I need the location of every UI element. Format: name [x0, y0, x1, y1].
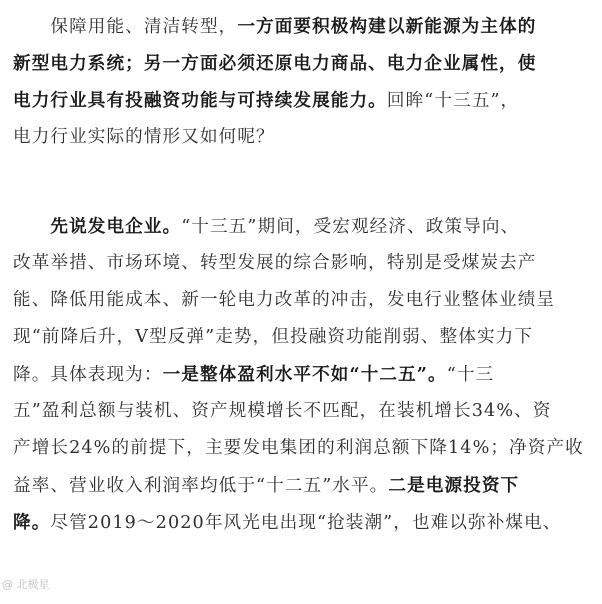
text-line	[13, 8, 591, 45]
text-line	[13, 356, 591, 393]
paragraph-intro	[13, 8, 591, 156]
text-line	[13, 45, 591, 82]
text-line	[13, 430, 591, 467]
text-line	[13, 319, 591, 356]
text-line	[13, 82, 591, 119]
text-line	[13, 245, 591, 282]
text-line	[13, 119, 591, 156]
text-run: “十三	[446, 365, 495, 385]
text-line	[13, 208, 591, 245]
text-run: 产增长24%的前提下，主要发电集团的利润总额下降14%；净资产收	[13, 438, 584, 458]
text-run: 能、降低用能成本、新一轮电力改革的冲击，发电行业整体业绩呈	[13, 290, 556, 310]
text-run	[13, 217, 50, 237]
text-run: 电力行业实际的情形又如何呢？	[13, 127, 275, 147]
bold-text-run: 电力行业具有投融资功能与可持续发展能力。	[13, 90, 387, 111]
text-run: 益率、营业收入利润率均低于“十二五”水平。	[13, 476, 389, 496]
text-line	[13, 467, 591, 504]
bold-text-run: 二是电源投资下	[388, 475, 520, 496]
bold-text-run: 一方面要积极构建以新能源为主体的	[237, 16, 537, 37]
text-line	[13, 393, 591, 430]
bold-text-run: 一是整体盈利水平不如“十二五”。	[162, 364, 447, 385]
text-run: 五”盈利总额与装机、资产规模增长不匹配，在装机增长34%、资	[13, 401, 552, 421]
text-run: 现“前降后升，V型反弹”走势，但投融资功能削弱、整体实力下	[13, 327, 534, 347]
text-run: 保障用能、清洁转型，	[13, 17, 238, 37]
text-line	[13, 504, 591, 541]
text-run: 降。具体表现为：	[13, 365, 163, 385]
text-line	[13, 282, 591, 319]
bold-text-run: 降。	[13, 512, 51, 533]
text-run: 改革举措、市场环境、转型发展的综合影响，特别是受煤炭去产	[13, 253, 537, 273]
bold-text-run: 先说发电企业。	[50, 216, 182, 237]
watermark: @ 北极星	[2, 578, 50, 591]
text-run: “十三五”期间，受宏观经济、政策导向、	[181, 217, 520, 237]
text-run: 回眸“十三五”，	[386, 91, 520, 111]
text-run: 尽管2019～2020年风光电出现“抢装潮”，也难以弥补煤电、	[50, 513, 562, 533]
paragraph-generation-companies	[13, 208, 591, 541]
bold-text-run: 新型电力系统；另一方面必须还原电力商品、电力企业属性，使	[13, 53, 537, 74]
